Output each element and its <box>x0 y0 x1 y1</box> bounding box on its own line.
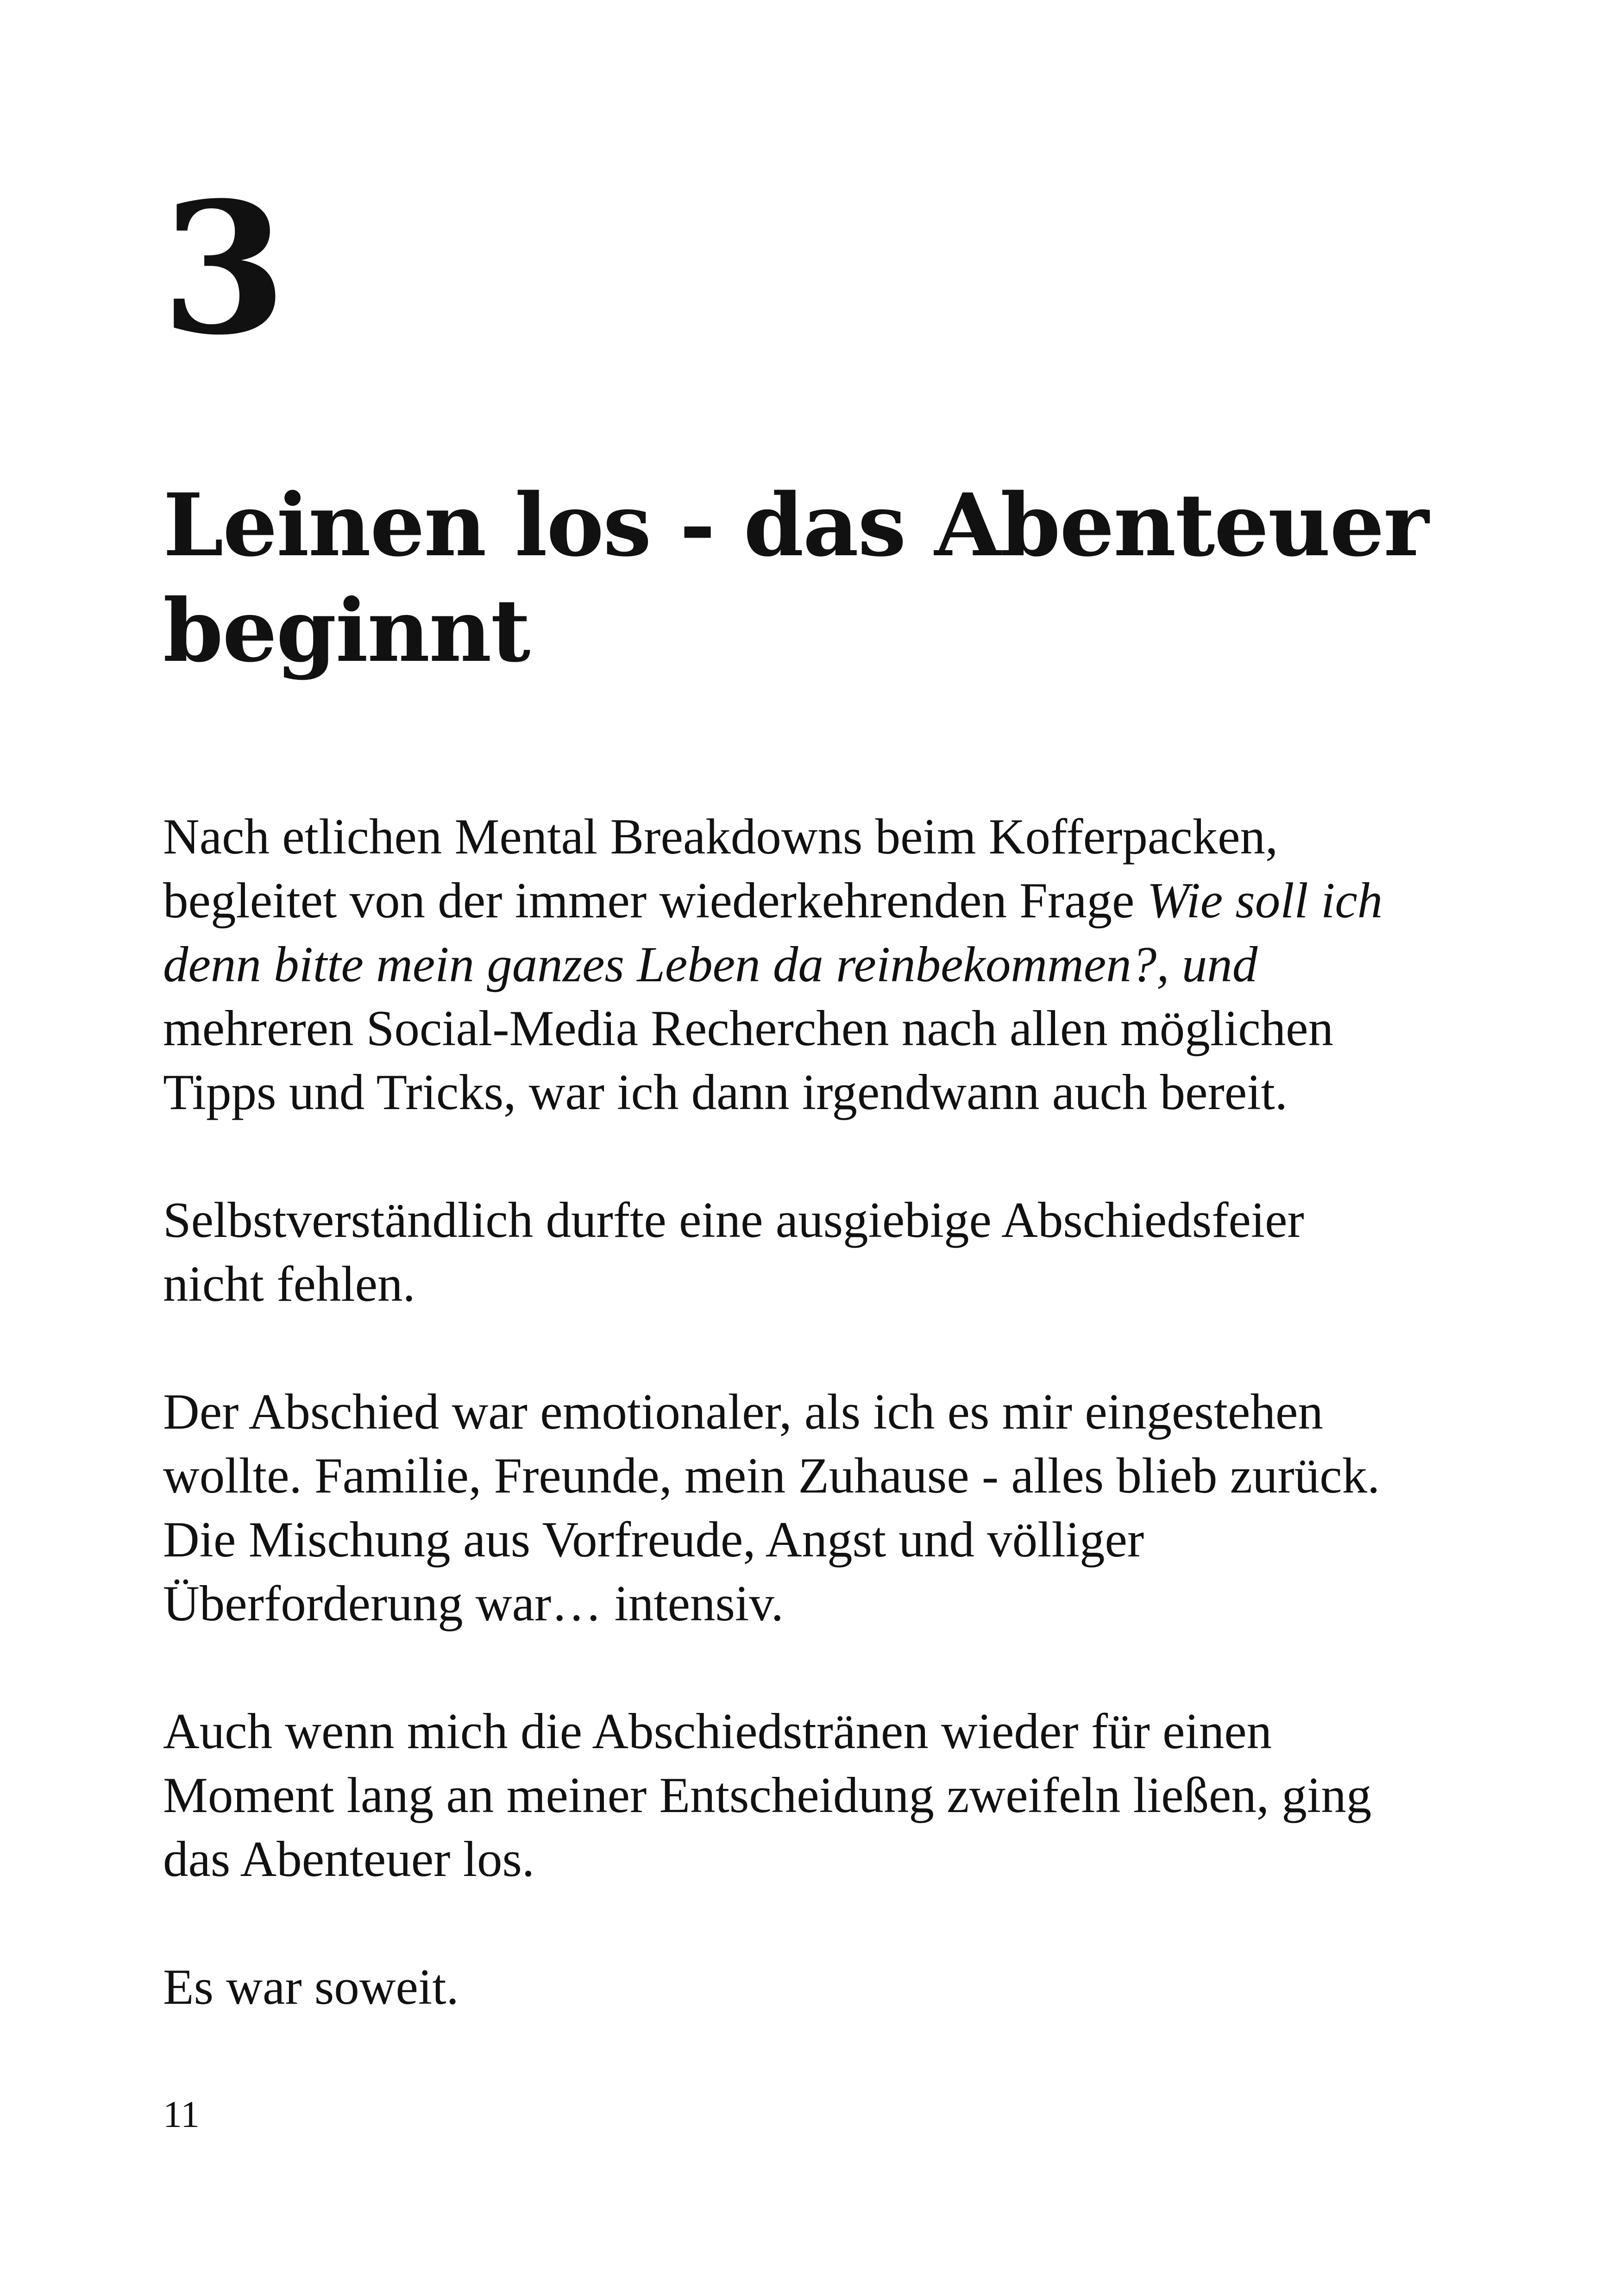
text-line <box>163 869 1483 933</box>
chapter-body <box>163 805 1483 2083</box>
paragraph-1 <box>163 805 1483 1124</box>
chapter-title-line: Leinen los - das Abenteuer <box>163 474 1428 576</box>
text-line: Die Mischung aus Vorfreude, Angst und völliger <box>163 1512 1144 1568</box>
text-line: mehreren Social-Media Recherchen nach allen möglichen <box>163 1000 1334 1056</box>
text-line: Der Abschied war emotionaler, als ich es mir eingestehen <box>163 1384 1323 1440</box>
text-line: Tipps und Tricks, war ich dann irgendwann auch bereit. <box>163 1064 1288 1120</box>
paragraph-5 <box>163 1955 1483 2019</box>
chapter-number: 3 <box>161 163 285 375</box>
page-number: 11 <box>163 2093 200 2135</box>
text-line: Es war soweit. <box>163 1959 459 2015</box>
text-plain: begleitet von der immer wiederkehrenden Frage <box>163 872 1147 928</box>
text-italic: denn bitte mein ganzes Leben da reinbekommen?, und <box>163 936 1258 992</box>
text-line: wollte. Familie, Freunde, mein Zuhause - alles blieb zurück. <box>163 1448 1380 1504</box>
text-line: Moment lang an meiner Entscheidung zweifeln ließen, ging <box>163 1767 1372 1823</box>
chapter-title <box>163 472 1506 684</box>
paragraph-2 <box>163 1188 1483 1316</box>
text-line: das Abenteuer los. <box>163 1831 535 1887</box>
text-line: Überforderung war… intensiv. <box>163 1575 784 1631</box>
text-line: Auch wenn mich die Abschiedstränen wieder für einen <box>163 1703 1272 1759</box>
text-italic: Wie soll ich <box>1147 872 1383 928</box>
text-line <box>163 933 1483 997</box>
text-line: Selbstverständlich durfte eine ausgiebige Abschiedsfeier <box>163 1192 1304 1248</box>
paragraph-3 <box>163 1380 1483 1636</box>
text-line: Nach etlichen Mental Breakdowns beim Kofferpacken, <box>163 809 1278 865</box>
paragraph-4 <box>163 1700 1483 1891</box>
chapter-title-line: beginnt <box>163 580 530 681</box>
text-line: nicht fehlen. <box>163 1256 415 1312</box>
